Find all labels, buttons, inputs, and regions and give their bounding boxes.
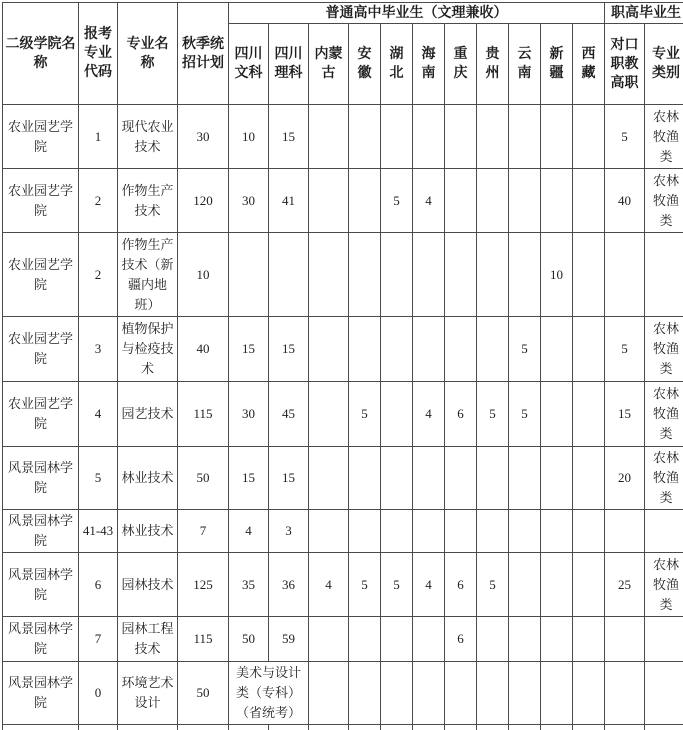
province-value-cell [477,510,509,553]
province-value-cell [573,382,605,447]
college-cell: 农业园艺学院 [3,382,79,447]
duikou-value-cell [605,617,645,662]
table-row [3,317,683,382]
header-province-neimenggu: 内蒙古 [309,24,349,105]
duikou-value-cell: 15 [605,382,645,447]
province-value-cell [269,233,309,317]
province-value-cell [541,510,573,553]
province-value-cell [349,105,381,169]
header-category: 专业类别 [645,24,683,105]
category-cell: 农林牧渔类 [645,169,683,233]
province-value-cell: 36 [269,553,309,617]
table-row [3,169,683,233]
empty-cell [413,725,445,730]
code-cell: 6 [79,553,118,617]
empty-cell [645,725,683,730]
college-cell: 风景园林学院 [3,447,79,510]
enrollment-table [2,2,683,730]
province-value-cell [445,510,477,553]
province-value-cell [309,447,349,510]
province-value-cell: 5 [509,382,541,447]
province-value-cell: 15 [269,105,309,169]
province-value-cell [509,105,541,169]
province-value-cell [477,662,509,725]
province-value-cell [573,510,605,553]
header-duikou: 对口职教高职 [605,24,645,105]
province-value-cell [381,662,413,725]
province-value-cell: 6 [445,382,477,447]
major-cell: 林业技术 [118,447,178,510]
province-value-cell [381,510,413,553]
header-province-anhui: 安徽 [349,24,381,105]
empty-cell [573,725,605,730]
province-value-cell [509,169,541,233]
header-province-sichuan-science: 四川理科 [269,24,309,105]
province-value-cell: 45 [269,382,309,447]
province-value-cell [573,169,605,233]
province-value-cell [381,105,413,169]
code-cell: 41-43 [79,510,118,553]
table-header [3,3,683,105]
table-row [3,105,683,169]
province-value-cell: 15 [229,447,269,510]
header-province-sichuan-arts: 四川文科 [229,24,269,105]
empty-cell [445,725,477,730]
major-cell: 植物保护与检疫技术 [118,317,178,382]
table-row [3,553,683,617]
province-value-cell: 5 [381,169,413,233]
province-value-cell [413,662,445,725]
province-value-cell [573,317,605,382]
category-cell: 农林牧渔类 [645,317,683,382]
province-value-cell [309,317,349,382]
province-value-cell: 3 [269,510,309,553]
plan-cell: 50 [178,447,229,510]
plan-cell: 115 [178,617,229,662]
category-cell [645,233,683,317]
province-value-cell [509,447,541,510]
empty-cell [79,725,118,730]
plan-cell: 30 [178,105,229,169]
province-value-cell [309,169,349,233]
province-value-cell [413,233,445,317]
major-cell: 林业技术 [118,510,178,553]
empty-cell [605,725,645,730]
province-value-cell: 59 [269,617,309,662]
province-value-cell: 4 [309,553,349,617]
table-row [3,447,683,510]
code-cell: 5 [79,447,118,510]
header-province-hubei: 湖北 [381,24,413,105]
province-value-cell: 4 [413,553,445,617]
empty-cell [381,725,413,730]
province-value-cell [445,447,477,510]
empty-cell [178,725,229,730]
province-value-cell [229,233,269,317]
province-value-cell [477,317,509,382]
province-value-cell [349,233,381,317]
plan-cell: 120 [178,169,229,233]
header-province-hainan: 海南 [413,24,445,105]
province-value-cell: 50 [229,617,269,662]
header-province-xizang: 西藏 [573,24,605,105]
province-value-cell [309,233,349,317]
college-cell: 风景园林学院 [3,662,79,725]
duikou-value-cell: 20 [605,447,645,510]
partial-next-row [3,725,683,730]
table-row [3,510,683,553]
major-cell: 园艺技术 [118,382,178,447]
major-cell: 园林技术 [118,553,178,617]
duikou-value-cell: 5 [605,105,645,169]
code-cell: 3 [79,317,118,382]
province-value-cell [309,105,349,169]
table-body [3,105,683,730]
college-cell: 风景园林学院 [3,553,79,617]
header-plan: 秋季统招计划 [178,3,229,105]
province-value-cell: 35 [229,553,269,617]
province-value-cell: 5 [477,382,509,447]
category-cell [645,510,683,553]
province-value-cell [509,662,541,725]
table-row [3,662,683,725]
province-value-cell: 6 [445,553,477,617]
province-value-cell [541,447,573,510]
province-value-cell: 41 [269,169,309,233]
province-value-cell [477,447,509,510]
province-value-cell: 6 [445,617,477,662]
province-value-cell [573,662,605,725]
province-value-cell [573,553,605,617]
header-province-chongqing: 重庆 [445,24,477,105]
province-value-cell [413,105,445,169]
province-value-cell [381,447,413,510]
province-value-cell [349,317,381,382]
province-value-cell: 10 [229,105,269,169]
province-value-cell [573,447,605,510]
header-college: 二级学院名称 [3,3,79,105]
major-cell: 现代农业技术 [118,105,178,169]
province-value-cell: 30 [229,169,269,233]
province-value-cell: 5 [349,553,381,617]
province-value-cell [541,317,573,382]
province-value-cell [573,105,605,169]
plan-cell: 125 [178,553,229,617]
plan-cell: 40 [178,317,229,382]
province-value-cell [413,617,445,662]
province-value-cell [541,662,573,725]
province-value-cell [381,617,413,662]
province-value-cell [509,233,541,317]
table-row [3,382,683,447]
province-value-cell [309,510,349,553]
category-cell: 农林牧渔类 [645,447,683,510]
category-cell [645,662,683,725]
major-cell: 环境艺术设计 [118,662,178,725]
duikou-value-cell: 40 [605,169,645,233]
province-value-cell [509,553,541,617]
province-value-cell [349,447,381,510]
province-value-cell: 10 [541,233,573,317]
province-value-cell [477,617,509,662]
college-cell: 农业园艺学院 [3,233,79,317]
header-province-xinjiang: 新疆 [541,24,573,105]
province-value-cell [477,233,509,317]
category-cell: 农林牧渔类 [645,382,683,447]
major-cell: 作物生产技术 [118,169,178,233]
duikou-value-cell [605,233,645,317]
empty-cell [269,725,309,730]
empty-cell [509,725,541,730]
empty-cell [541,725,573,730]
duikou-value-cell [605,510,645,553]
header-province-yunnan: 云南 [509,24,541,105]
province-value-cell [349,617,381,662]
province-value-cell [509,510,541,553]
art-exam-note-cell: 美术与设计类（专科）（省统考） [229,662,309,725]
province-value-cell [445,105,477,169]
empty-cell [3,725,79,730]
province-value-cell [477,105,509,169]
header-group-vocational-graduates: 职高毕业生 [605,3,683,24]
province-value-cell [381,233,413,317]
province-value-cell [309,662,349,725]
code-cell: 4 [79,382,118,447]
province-value-cell: 15 [269,317,309,382]
province-value-cell [413,510,445,553]
plan-cell: 50 [178,662,229,725]
province-value-cell: 5 [349,382,381,447]
province-value-cell [445,233,477,317]
college-cell: 风景园林学院 [3,510,79,553]
province-value-cell: 5 [477,553,509,617]
province-value-cell: 4 [229,510,269,553]
header-province-guizhou: 贵州 [477,24,509,105]
empty-cell [118,725,178,730]
code-cell: 0 [79,662,118,725]
plan-cell: 7 [178,510,229,553]
province-value-cell [309,382,349,447]
empty-cell [477,725,509,730]
province-value-cell [381,382,413,447]
province-value-cell: 5 [509,317,541,382]
province-value-cell: 4 [413,382,445,447]
province-value-cell [541,105,573,169]
province-value-cell [349,169,381,233]
empty-cell [229,725,269,730]
college-cell: 农业园艺学院 [3,317,79,382]
code-cell: 2 [79,169,118,233]
duikou-value-cell: 5 [605,317,645,382]
college-cell: 农业园艺学院 [3,169,79,233]
province-value-cell [309,617,349,662]
province-value-cell: 15 [229,317,269,382]
duikou-value-cell [605,662,645,725]
code-cell: 2 [79,233,118,317]
college-cell: 风景园林学院 [3,617,79,662]
province-value-cell [413,447,445,510]
province-value-cell: 30 [229,382,269,447]
plan-cell: 115 [178,382,229,447]
province-value-cell [445,662,477,725]
category-cell [645,617,683,662]
province-value-cell [349,510,381,553]
province-value-cell [445,317,477,382]
province-value-cell [381,317,413,382]
province-value-cell [445,169,477,233]
province-value-cell [573,233,605,317]
province-value-cell: 15 [269,447,309,510]
category-cell: 农林牧渔类 [645,105,683,169]
table-row [3,233,683,317]
duikou-value-cell: 25 [605,553,645,617]
header-row-groups [3,3,683,24]
code-cell: 7 [79,617,118,662]
table-row [3,617,683,662]
header-major: 专业名称 [118,3,178,105]
province-value-cell: 5 [381,553,413,617]
major-cell: 园林工程技术 [118,617,178,662]
code-cell: 1 [79,105,118,169]
province-value-cell [541,553,573,617]
category-cell: 农林牧渔类 [645,553,683,617]
province-value-cell [413,317,445,382]
college-cell: 农业园艺学院 [3,105,79,169]
province-value-cell [541,382,573,447]
province-value-cell [349,662,381,725]
province-value-cell: 4 [413,169,445,233]
province-value-cell [509,617,541,662]
province-value-cell [541,169,573,233]
header-group-regular-graduates: 普通高中毕业生（文理兼收） [229,3,605,24]
header-code: 报考专业代码 [79,3,118,105]
major-cell: 作物生产技术（新疆内地班） [118,233,178,317]
province-value-cell [477,169,509,233]
plan-cell: 10 [178,233,229,317]
empty-cell [309,725,349,730]
province-value-cell [573,617,605,662]
empty-cell [349,725,381,730]
province-value-cell [541,617,573,662]
